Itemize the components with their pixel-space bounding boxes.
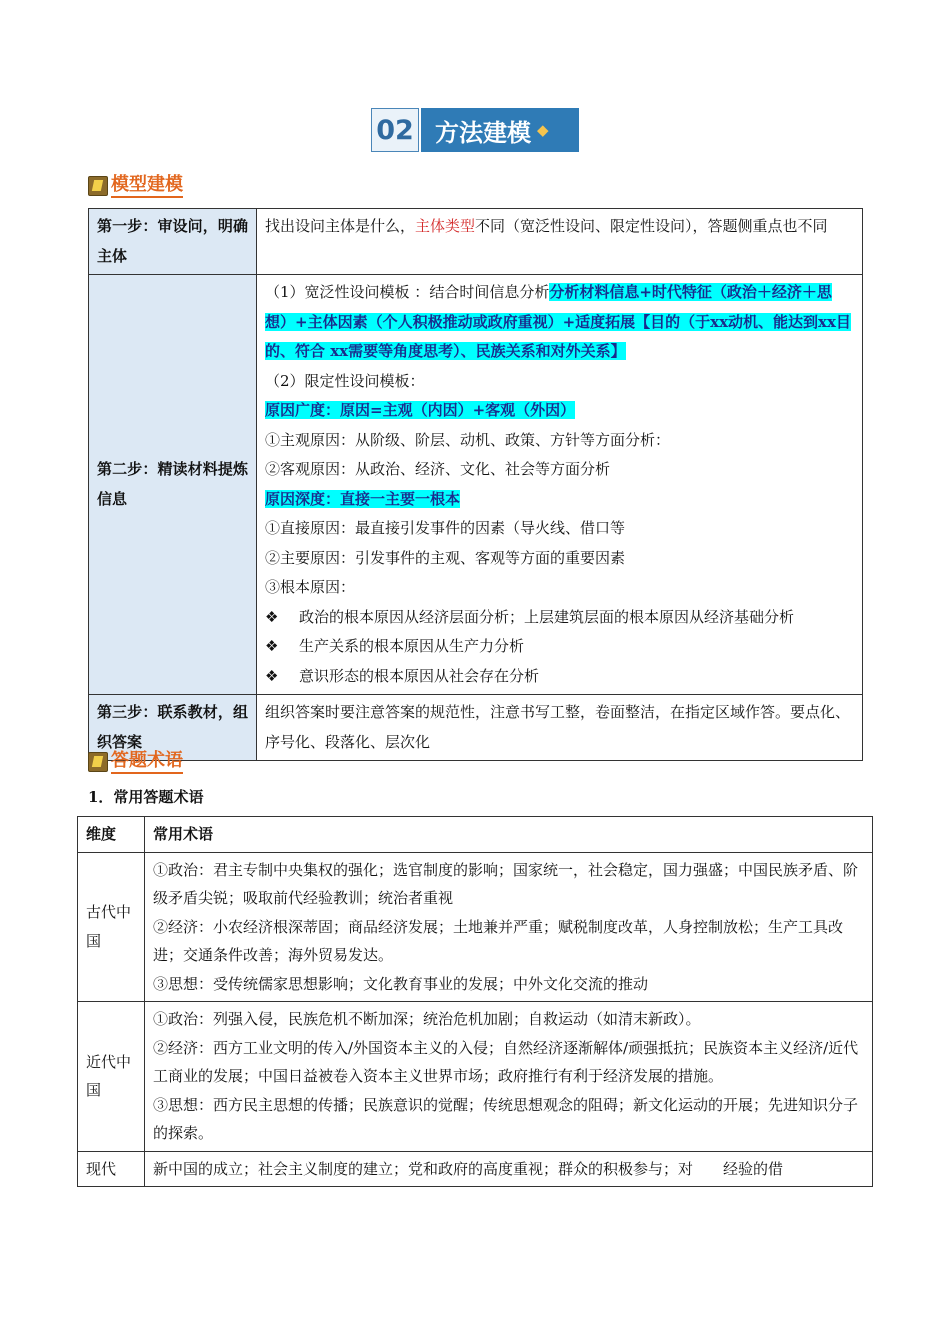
section-banner: [371, 108, 579, 152]
banner-title: 方法建模: [435, 118, 531, 147]
bullet-text: 生产关系的根本原因从生产力分析: [299, 637, 525, 655]
step3-text: 组织答案时要注意答案的规范性，注意书写工整，卷面整洁，在指定区域作答。要点化、序号化、段落化、层次化: [257, 695, 863, 761]
main-cause: ②主要原因：引发事件的主观、客观等方面的重要因素: [265, 548, 626, 567]
table-row: [78, 852, 873, 1002]
diamond-bullet-icon: ❖: [265, 666, 279, 685]
dimension-cell: 现代: [78, 1151, 145, 1187]
table-header-row: [78, 817, 873, 853]
table-row: [89, 275, 863, 695]
term-line: 新中国的成立；社会主义制度的建立；党和政府的高度重视；群众的积极参与；对 经验的借: [153, 1159, 784, 1178]
bullet-text: 意识形态的根本原因从社会存在分析: [299, 666, 540, 685]
table-row: [78, 1002, 873, 1152]
broad-template: [265, 278, 854, 367]
step1-text-red: 主体类型: [415, 217, 476, 235]
direct-cause: ①直接原因：最直接引发事件的因素（导火线、借口等: [265, 519, 626, 537]
dimension-cell: 近代中国: [78, 1002, 145, 1152]
table-row: [78, 1151, 873, 1187]
bullet-text: 政治的根本原因从经济层面分析；上层建筑层面的根本原因从经济基础分析: [299, 607, 795, 626]
terms-cell: [145, 852, 873, 1002]
section-heading-model: [88, 172, 183, 200]
term-line: ①政治：君主专制中央集权的强化；选官制度的影响；国家统一，社会稳定，国力强盛；中国民族矛盾、阶级矛盾尖锐；吸取前代经验教训；统治者重视: [153, 860, 859, 907]
list-item: [265, 603, 854, 633]
term-line: ①政治：列强入侵，民族危机不断加深；统治危机加剧；自救运动（如清末新政）。: [153, 1010, 701, 1028]
diamond-bullet-icon: ❖: [265, 637, 279, 655]
step3-label: 第三步：联系教材，组织答案: [89, 695, 257, 761]
terms-cell: [145, 1002, 873, 1152]
broad-highlight: 分析材料信息+时代特征（政治＋经济＋思想）+主体因素（个人积极推动或政府重视）+适度拓展【目的（于xx动机、能达到xx目的、符合 xx需要等角度思考）、民族关系和对外关系】: [265, 283, 851, 360]
term-line: ②经济：西方工业文明的传入/外国资本主义的入侵；自然经济逐渐解体/顽强抵抗；民族资本主义经济/近代工商业的发展；中国日益被卷入资本主义世界市场；政府推行有利于经济发展的措施。: [153, 1038, 859, 1085]
header-terms: 常用术语: [145, 817, 873, 853]
limited-title: （2）限定性设问模板：: [265, 371, 425, 390]
terms-table: [77, 816, 873, 1187]
objective-cause: ②客观原因：从政治、经济、文化、社会等方面分析: [265, 460, 611, 478]
table-row: [89, 209, 863, 275]
step1-text-a: 找出设问主体是什么，: [265, 217, 416, 235]
list-item: [265, 662, 854, 692]
list-item: [265, 632, 854, 662]
depth-line: [265, 485, 854, 515]
term-line: ②经济：小农经济根深蒂固；商品经济发展；土地兼并严重；赋税制度改革，人身控制放松；生产工具改进；交通条件改善；海外贸易发达。: [153, 917, 844, 964]
section-title: 答题术语: [111, 750, 183, 774]
subheading: 1．常用答题术语: [88, 788, 204, 806]
breadth-highlight: 原因广度：原因=主观（内因）+客观（外因）: [265, 401, 576, 419]
section-heading-terms: [88, 748, 183, 776]
term-line: ③思想：受传统儒家思想影响；文化教育事业的发展；中外文化交流的推动: [153, 974, 649, 993]
step2-content: [257, 275, 863, 695]
dimension-cell: 古代中国: [78, 852, 145, 1002]
terms-cell: [145, 1151, 873, 1187]
broad-prefix: （1）宽泛性设问模板 ：结合时间信息分析: [265, 283, 550, 301]
term-line: ③思想：西方民主思想的传播；民族意识的觉醒；传统思想观念的阻碍；新文化运动的开展；先进知识分子的探索。: [153, 1095, 859, 1142]
step1-text: [257, 209, 863, 275]
diamond-bullet-icon: ❖: [265, 607, 279, 626]
pencil-note-icon: [88, 752, 108, 772]
model-table: [88, 208, 863, 761]
breadth-line: [265, 396, 854, 426]
root-cause: ③根本原因：: [265, 578, 356, 596]
diamond-icon: ◆: [537, 121, 549, 139]
depth-highlight: 原因深度：直接一主要一根本: [265, 489, 461, 508]
pencil-note-icon: [88, 176, 108, 196]
step2-label: 第二步：精读材料提炼信息: [89, 275, 257, 695]
section-title: 模型建模: [111, 174, 183, 198]
table-row: [89, 695, 863, 761]
subjective-cause: ①主观原因：从阶级、阶层、动机、政策、方针等方面分析：: [265, 430, 671, 449]
step1-text-b: 不同（宽泛性设问、限定性设问），答题侧重点也不同: [475, 217, 828, 235]
header-dimension: 维度: [78, 817, 145, 853]
banner-title-box: [421, 108, 579, 152]
banner-number: 02: [371, 108, 419, 152]
step1-label: 第一步：审设问，明确主体: [89, 209, 257, 275]
